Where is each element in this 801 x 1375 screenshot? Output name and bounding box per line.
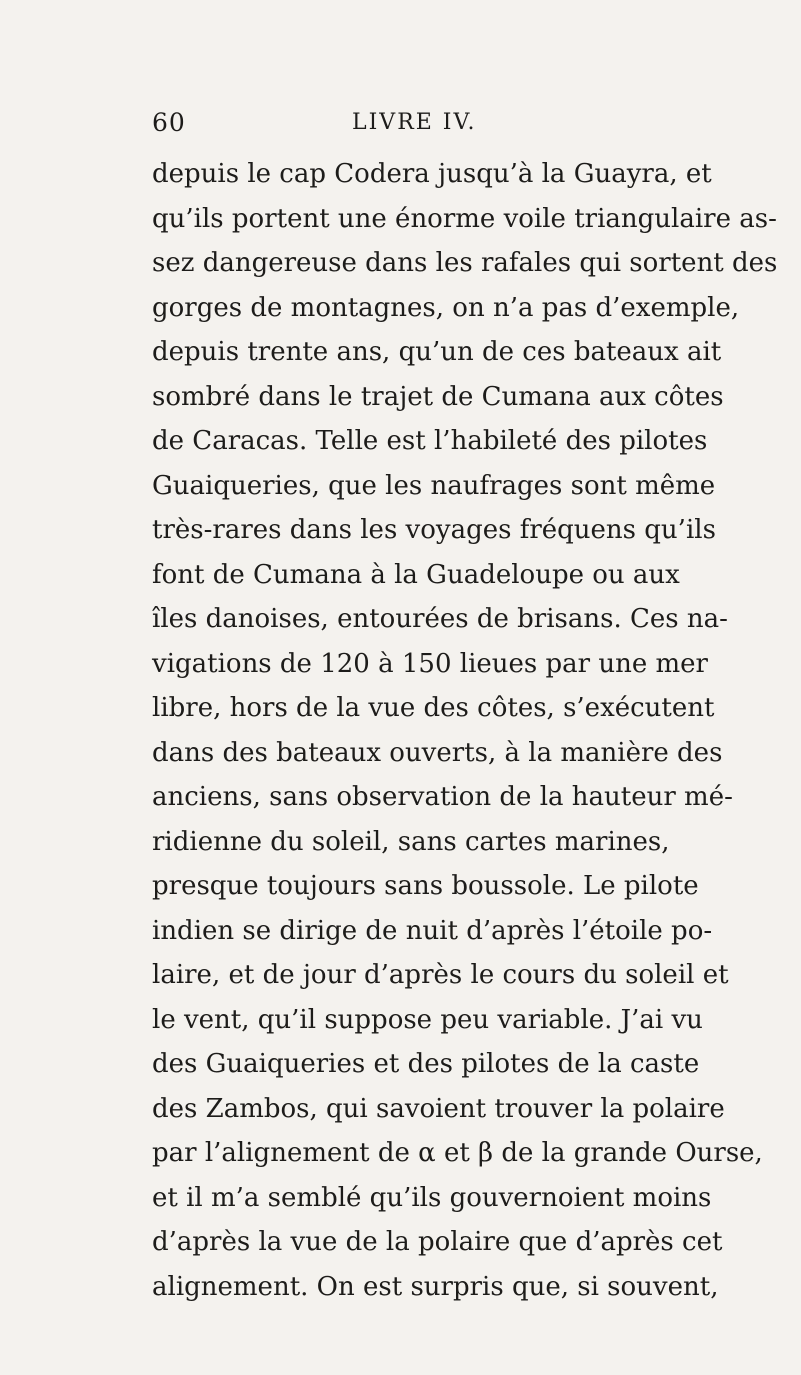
text-line: et il m’a semblé qu’ils gouvernoient moins bbox=[152, 1182, 712, 1213]
text-line: ridienne du soleil, sans cartes marines, bbox=[152, 826, 670, 857]
text-line: presque toujours sans boussole. Le pilote bbox=[152, 871, 699, 901]
text-line: gorges de montagnes, on n’a pas d’exemple, bbox=[152, 292, 740, 323]
text-line: sez dangereuse dans les rafales qui sortent des bbox=[152, 248, 778, 278]
text-line: laire, et de jour d’après le cours du soleil et bbox=[152, 960, 729, 990]
text-line: le vent, qu’il suppose peu variable. J’ai vu bbox=[152, 1004, 703, 1035]
text-line: indien se dirige de nuit d’après l’étoile po- bbox=[152, 915, 713, 946]
text-line: sombré dans le trajet de Cumana aux côtes bbox=[152, 381, 724, 412]
text-line: libre, hors de la vue des côtes, s’exécutent bbox=[152, 693, 715, 723]
text-line: très-rares dans les voyages fréquens qu’ils bbox=[152, 515, 716, 545]
running-title: LIVRE IV. bbox=[352, 110, 477, 135]
running-head bbox=[152, 108, 652, 142]
text-line: alignement. On est surpris que, si souvent, bbox=[152, 1271, 719, 1302]
text-line: qu’ils portent une énorme voile triangulaire as- bbox=[152, 203, 777, 234]
text-line: des Guaiqueries et des pilotes de la caste bbox=[152, 1049, 700, 1079]
body-text bbox=[152, 152, 792, 1309]
text-line: Guaiqueries, que les naufrages sont même bbox=[152, 470, 716, 501]
text-line: îles danoises, entourées de brisans. Ces na- bbox=[152, 604, 728, 634]
text-line: des Zambos, qui savoient trouver la polaire bbox=[152, 1093, 725, 1124]
text-line: par l’alignement de α et β de la grande Ourse, bbox=[152, 1138, 763, 1168]
page-number: 60 bbox=[152, 108, 186, 137]
text-line: vigations de 120 à 150 lieues par une mer bbox=[152, 648, 708, 679]
text-line: font de Cumana à la Guadeloupe ou aux bbox=[152, 559, 680, 590]
text-line: depuis le cap Codera jusqu’à la Guayra, et bbox=[152, 159, 712, 189]
text-line: dans des bateaux ouverts, à la manière des bbox=[152, 737, 723, 768]
text-line: de Caracas. Telle est l’habileté des pilotes bbox=[152, 426, 708, 456]
text-line: anciens, sans observation de la hauteur mé- bbox=[152, 782, 733, 812]
text-line: depuis trente ans, qu’un de ces bateaux ait bbox=[152, 337, 722, 367]
text-line: d’après la vue de la polaire que d’après cet bbox=[152, 1227, 723, 1257]
